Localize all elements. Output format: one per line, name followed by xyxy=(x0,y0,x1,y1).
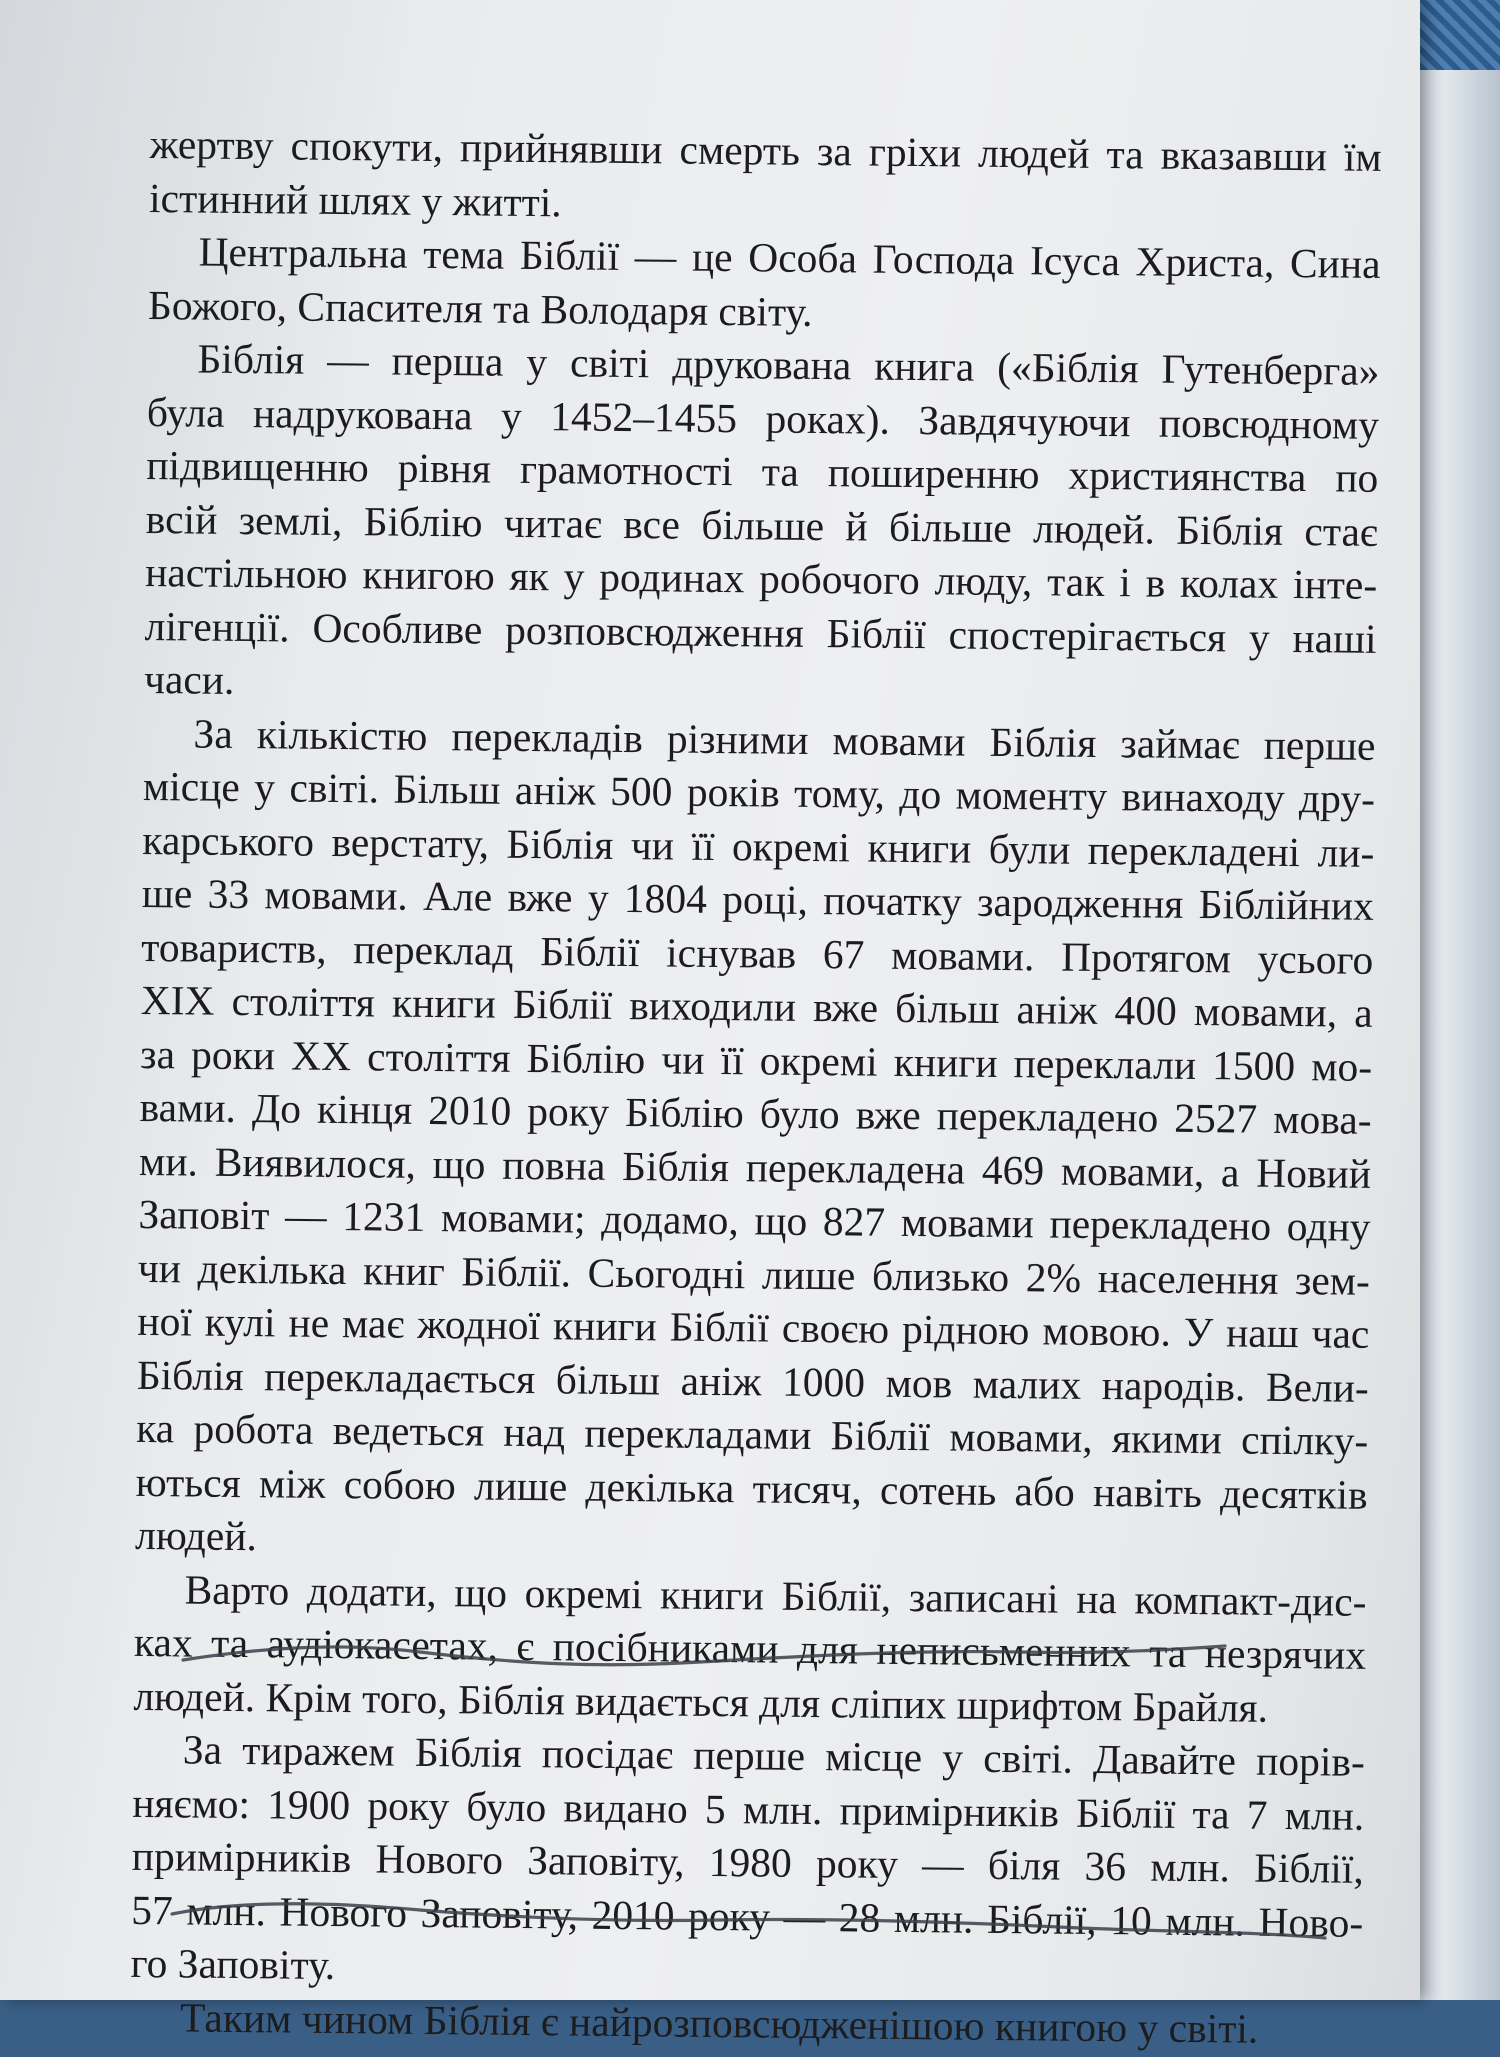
text-line: примірників Нового Заповіту, 1980 року — біля 36 млн. Біблії, xyxy=(131,1832,1364,1892)
text-line: настільною книгою як у родинах робочого люду, так і в колах інте- xyxy=(145,548,1378,608)
text-line: Заповіт — 1231 мовами; додамо, що 827 мовами перекладено одну xyxy=(138,1190,1371,1250)
text-line: За тиражем Біблія посідає перше місце у світі. Давайте порів- xyxy=(182,1726,1366,1785)
text-line: всій землі, Біблію читає все більше й більше людей. Біблія стає xyxy=(145,495,1378,555)
paragraph xyxy=(133,1562,1367,1735)
text-line: чи декілька книг Біблії. Сьогодні лише близько 2% населення зем- xyxy=(137,1244,1371,1304)
text-line: ше 33 мовами. Але вже у 1804 році, початку зародження Біблійних xyxy=(141,869,1375,929)
text-line: товариств, переклад Біблії існував 67 мовами. Протягом усього xyxy=(141,923,1374,983)
text-line: була надрукована у 1452–1455 роках). Завдячуючи повсюдному xyxy=(146,388,1380,448)
text-line: ної кулі не має жодної книги Біблії своєю рідною мовою. У наш час xyxy=(137,1297,1370,1357)
text-line: підвищенню рівня грамотності та поширенню християнства по xyxy=(146,441,1379,501)
paragraph xyxy=(130,1723,1365,2003)
text-line: ках та аудіокасетах, є посібниками для неписьменних та незрячих xyxy=(133,1618,1367,1678)
paragraph xyxy=(149,118,1382,238)
text-line: часи. xyxy=(143,655,235,703)
text-line: вами. До кінця 2010 року Біблію було вже перекладено 2527 мова- xyxy=(139,1083,1372,1143)
text-line: няємо: 1900 року було видано 5 млн. примірників Біблії та 7 млн. xyxy=(132,1779,1365,1839)
text-line: Центральна тема Біблії — це Особа Господа Ісуса Христа, Сина xyxy=(198,228,1381,287)
text-line: Таким чином Біблія є найрозповсюдженішою книгою у світі. xyxy=(179,1993,1259,2052)
text-line: карського верстату, Біблія чи її окремі книги були перекладені ли- xyxy=(142,816,1375,876)
text-line: людей. Крім того, Біблія видається для сліпих шрифтом Брайля. xyxy=(133,1672,1269,1731)
text-line: XIX століття книги Біблії виходили вже більш аніж 400 мовами, а xyxy=(140,976,1373,1036)
book-cover-edge xyxy=(1410,0,1500,2000)
text-line: 57 млн. Нового Заповіту, 2010 року — 28 млн. Біблії, 10 млн. Ново- xyxy=(130,1886,1364,1946)
text-line: ються між собою лише декілька тисяч, сотень або навіть десятків xyxy=(135,1458,1368,1518)
paragraph xyxy=(144,332,1380,719)
text-line: за роки XX століття Біблію чи її окремі книги переклали 1500 мо- xyxy=(139,1030,1373,1090)
text-line: людей. xyxy=(134,1511,258,1560)
text-line: істинний шлях у житті. xyxy=(148,174,562,225)
text-line: лігенції. Особливе розповсюдження Біблії спостерігається у наші xyxy=(144,602,1377,662)
text-line: За кількістю перекладів різними мовами Біблія займає перше xyxy=(193,709,1376,769)
text-line: місце у світі. Більш аніж 500 років тому, до моменту винаходу дру- xyxy=(142,762,1376,822)
text-line: Варто додати, що окремі книги Біблії, записані на компакт-дис- xyxy=(184,1565,1367,1625)
cover-pattern xyxy=(1420,0,1500,70)
text-line: го Заповіту. xyxy=(130,1939,336,1989)
text-line: ка робота ведеться над перекладами Біблії мовами, якими спілку- xyxy=(136,1404,1369,1464)
text-line: Божого, Спасителя та Володаря світу. xyxy=(147,281,813,335)
paragraph xyxy=(148,225,1381,345)
text-line: ми. Виявилося, що повна Біблія перекладена 469 мовами, а Новий xyxy=(138,1137,1372,1197)
text-line: Біблія перекладається більш аніж 1000 мов малих народів. Вели- xyxy=(136,1351,1370,1411)
paragraph xyxy=(135,706,1376,1575)
text-line: жертву спокути, прийнявши смерть за гріхи людей та вказавши їм xyxy=(149,120,1382,180)
page-text xyxy=(130,118,1382,2057)
text-line: Біблія — перша у світі друкована книга («Біблія Гутенберга» xyxy=(197,335,1380,394)
